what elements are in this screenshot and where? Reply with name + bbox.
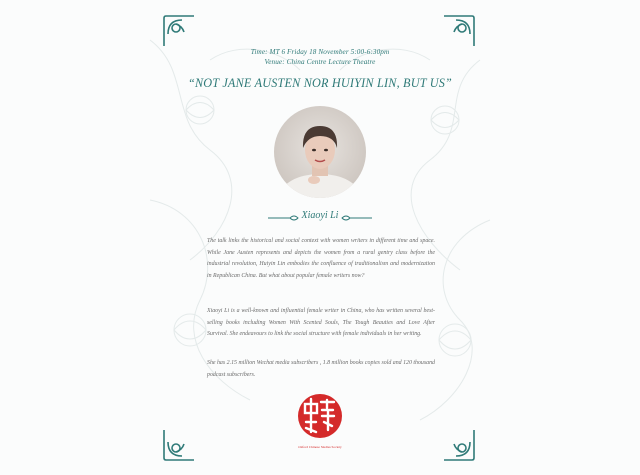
- speaker-stats-paragraph: She has 2.15 million Wechat media subscribers , 1.8 million books copies sold and 120 thousand podcast subscribers.: [207, 360, 435, 378]
- speaker-portrait: [274, 106, 366, 198]
- description-paragraph: The talk links the historical and social context with women writers in different time and space. While Jane Austen represents and depicts the women from a rural gentry class before the industrial revolution, Huiyin Lin embodies the confluence of traditionalism and modernization in Republican China. But what about popular female writers now?: [207, 238, 435, 279]
- event-time: Time: MT 6 Friday 18 November 5:00-6:30pm: [250, 48, 390, 56]
- talk-title: “NOT JANE AUSTEN NOR HUIYIN LIN, BUT US”: [188, 76, 452, 90]
- logo-caption: Oxford Chinese Studies Society: [298, 445, 342, 449]
- corner-ornament-icon: [442, 14, 476, 48]
- corner-ornament-icon: [162, 14, 196, 48]
- corner-ornament-icon: [442, 428, 476, 462]
- event-venue: Venue: China Centre Lecture Theatre: [264, 58, 376, 66]
- speaker-name: Xiaoyi Li: [301, 210, 339, 221]
- speaker-bio-paragraph: Xiaoyi Li is a well-known and influential female writer in China, who has written several best-selling books including Women With Scented Souls, The Tough Beauties and Love After Survival. She endeavours to link the social structure with female individuals in her writing.: [207, 308, 435, 338]
- society-logo-icon: [294, 392, 346, 454]
- corner-ornament-icon: [162, 428, 196, 462]
